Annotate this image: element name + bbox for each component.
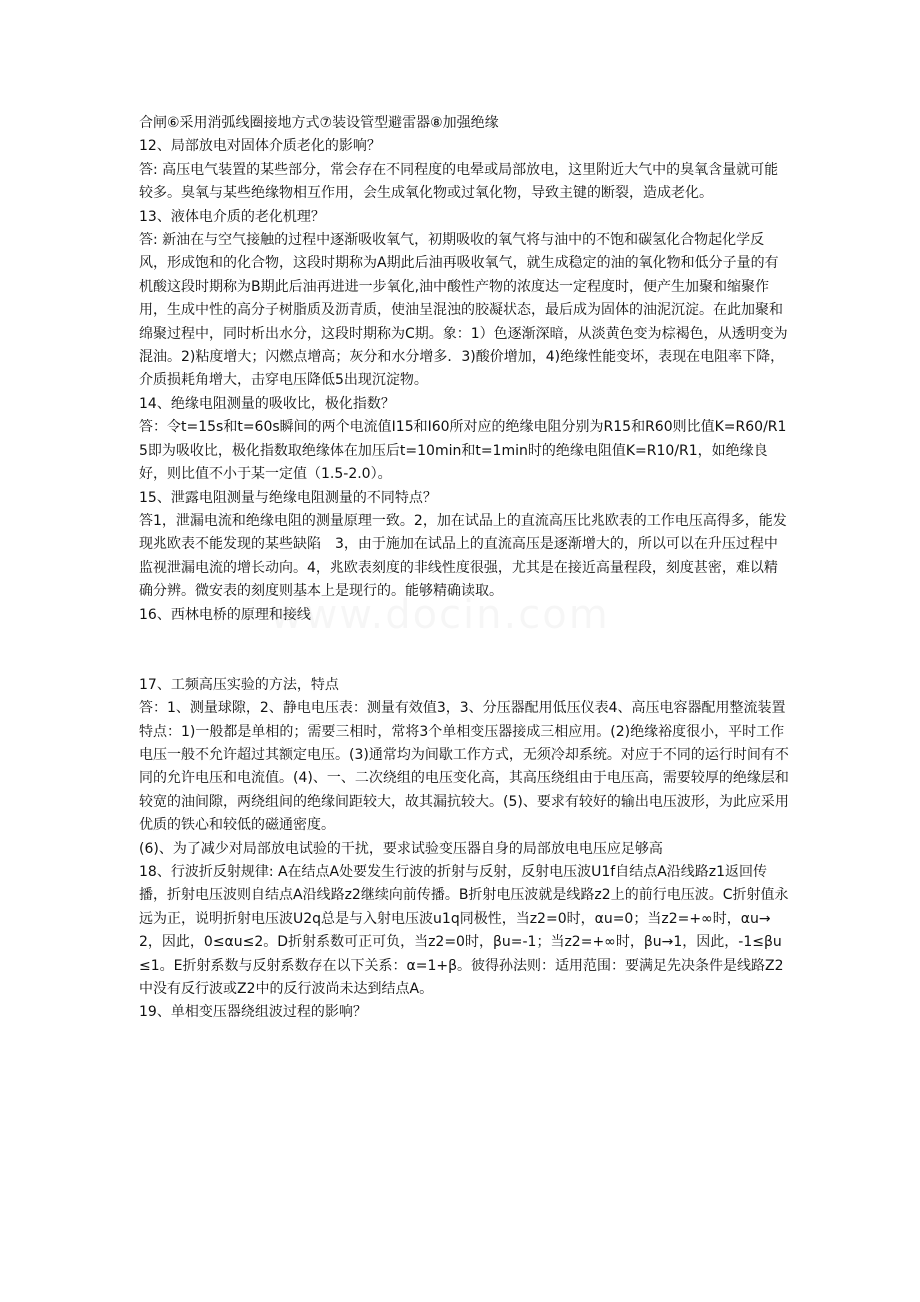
- document-page: [139, 112, 789, 1025]
- question-18-answer: 18、行波折反射规律: A在结点A处要发生行波的折射与反射，反射电压波U1f自结点A沿线路z1返回传播，折射电压波则自结点A沿线路z2继续向前传播。B折射电压波就是线路z2上的前行电压波。C折射值永远为正，说明折射电压波U2q总是与入射电压波u1q同极性，当z2=0时，αu=0；当z2=+∞时，αu→2，因此，0≤αu≤2。D折射系数可正可负，当z2=0时，βu=-1；当z2=+∞时，βu→1，因此，-1≤βu≤1。E折射系数与反射系数存在以下关系：α=1+β。彼得孙法则：适用范围：要满足先决条件是线路Z2中没有反行波或Z2中的反行波尚未达到结点A。: [139, 863, 789, 998]
- answer-17: 答：1、测量球隙，2、静电电压表：测量有效值3，3、分压器配用低压仪表4、高压电容器配用整流装置: [139, 700, 786, 717]
- answer-12: 答: 高压电气装置的某些部分，常会存在不同程度的电晕或局部放电，这里附近大气中的臭氧含量就可能较多。臭氧与某些绝缘物相互作用，会生成氧化物或过氧化物，导致主键的断裂，造成老化。: [139, 161, 779, 202]
- paragraph-continuation: 合闸⑥采用消弧线圈接地方式⑦装设管型避雷器⑧加强绝缘: [139, 115, 499, 131]
- answer-13: 答: 新油在与空气接触的过程中逐渐吸收氧气，初期吸收的氧气将与油中的不饱和碳氢化合物起化学反风，形成饱和的化合物，这段时期称为A期此后油再吸收氧气，就生成稳定的油的氧化物和低分子量的有机酸这段时期称为B期此后油再进进一步氧化,油中酸性产物的浓度达一定程度时，便产生加聚和缩聚作用，生成中性的高分子树脂质及沥青质，使油呈混浊的胶凝状态，最后成为固体的油泥沉淀。在此加聚和绵聚过程中，同时析出水分，这段时期称为C期。象：1）色逐渐深暗，从淡黄色变为棕褐色，从透明变为混油。2)粘度增大；闪燃点增高；灰分和水分增多．3)酸价增加，4)绝缘性能变坏，表现在电阻率下降，介质损耗角增大，击穿电压降低5出现沉淀物。: [139, 232, 788, 389]
- question-14-heading: 14、绝缘电阻测量的吸收比，极化指数？: [139, 395, 395, 412]
- answer-17-features: 特点：1)一般都是单相的；需要三相时，常将3个单相变压器接成三相应用。(2)绝缘裕度很小，平时工作电压一般不允许超过其额定电压。(3)通常均为间歇工作方式，无须冷却系统。对应于不同的运行时间有不同的允许电压和电流值。(4)、一、二次绕组的电压变化高，其高压绕组由于电压高，需要较厚的绝缘层和较宽的油间隙，两绕组间的绝缘间距较大，故其漏抗较大。(5)、要求有较好的输出电压波形，为此应采用优质的铁心和较低的磁通密度。: [139, 723, 789, 834]
- answer-14: 答：令t=15s和t=60s瞬间的两个电流值I15和I60所对应的绝缘电阻分别为R15和R60则比值K=R60/R15即为吸收比，极化指数取绝缘体在加压后t=10min和t=1min时的绝缘电阻值K=R10/R1，如绝缘良好，则比值不小于某一定值（1.5-2.0）。: [139, 419, 787, 483]
- question-12-heading: 12、局部放电对固体介质老化的影响？: [139, 138, 381, 155]
- blank-space: [139, 627, 789, 674]
- question-16-heading: 16、西林电桥的原理和接线: [139, 606, 311, 623]
- answer-15: 答1，泄漏电流和绝缘电阻的测量原理一致。2，加在试品上的直流高压比兆欧表的工作电压高得多，能发现兆欧表不能发现的某些缺陷 3，由于施加在试品上的直流高压是逐渐增大的，所以可以在升压过程中监视泄漏电流的增长动向。4，兆欧表刻度的非线性度很强，尤其是在接近高量程段，刻度甚密，难以精确分辨。微安表的刻度则基本上是现行的。能够精确读取。: [139, 512, 787, 600]
- question-15-heading: 15、泄露电阻测量与绝缘电阻测量的不同特点？: [139, 489, 437, 506]
- answer-17-feature-6: (6)、为了减少对局部放电试验的干扰，要求试验变压器自身的局部放电电压应足够高: [139, 840, 663, 857]
- question-19-heading: 19、单相变压器绕组波过程的影响？: [139, 1004, 367, 1021]
- question-17-heading: 17、工频高压实验的方法，特点: [139, 676, 339, 693]
- question-13-heading: 13、液体电介质的老化机理？: [139, 208, 325, 225]
